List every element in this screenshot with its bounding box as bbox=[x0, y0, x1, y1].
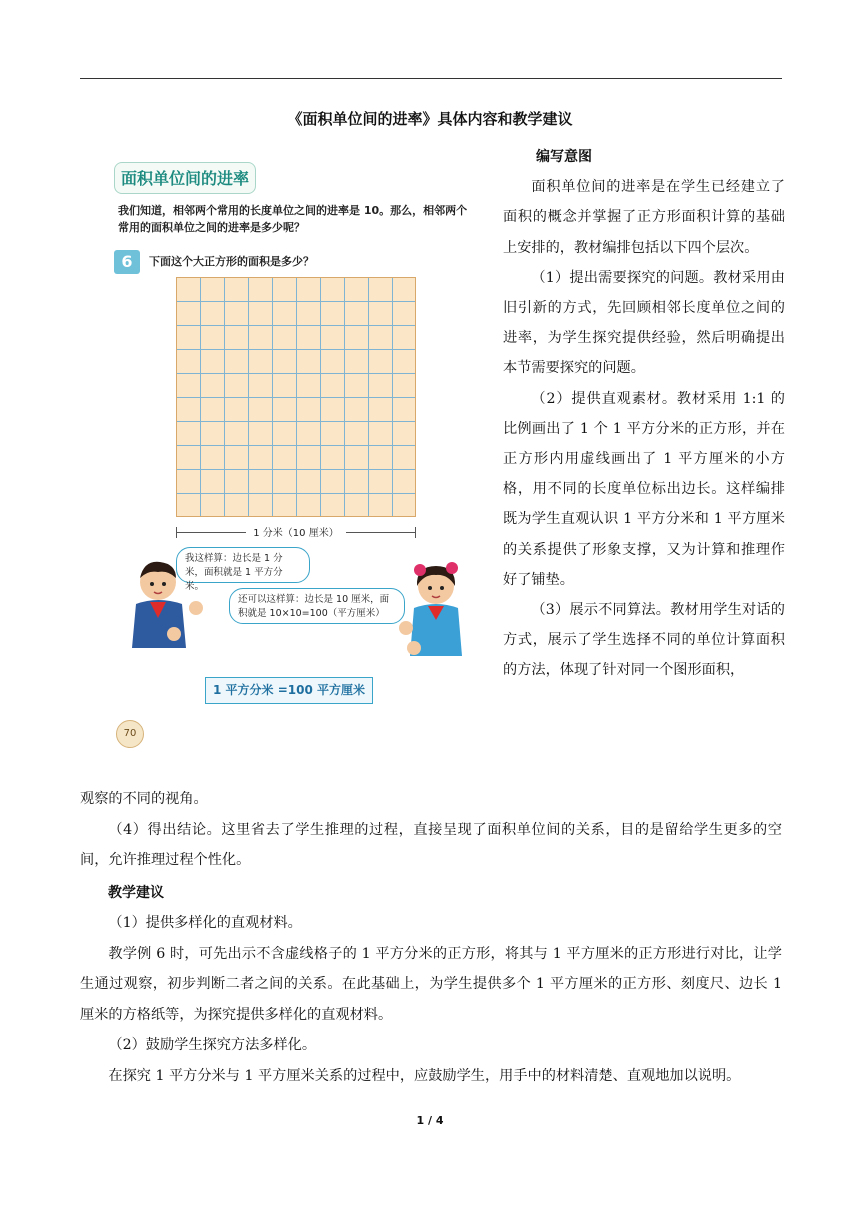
intent-section bbox=[503, 142, 785, 686]
page-number: 1 / 4 bbox=[416, 1114, 444, 1127]
boy-speech-bubble: 我这样算：边长是 1 分米，面积就是 1 平方分米。 bbox=[176, 547, 310, 583]
intent-paragraph-5: （4）得出结论。这里省去了学生推理的过程，直接呈现了面积单位间的关系，目的是留给学生更多的空间，允许推理过程个性化。 bbox=[80, 821, 782, 868]
intent-paragraph-3: （2）提供直观素材。教材采用 1:1 的比例画出了 1 个 1 平方分米的正方形，并在正方形内用虚线画出了 1 平方厘米的小方格，用不同的长度单位标出边长。这样编排既为学生直观认识 1 平方分米和 1 平方厘米的关系提供了形象支撑，又为计算和推理作好了铺垫。 bbox=[503, 390, 785, 588]
suggestions-heading: 教学建议 bbox=[108, 884, 164, 901]
intent-paragraph-2: （1）提出需要探究的问题。教材采用由旧引新的方式，先回顾相邻长度单位之间的进率，为学生探究提供经验，然后明确提出本节需要探究的问题。 bbox=[503, 269, 785, 377]
dimension-tick-left bbox=[176, 527, 177, 538]
example-number-badge: 6 bbox=[114, 250, 140, 274]
suggestion-1-body: 教学例 6 时，可先出示不含虚线格子的 1 平方分米的正方形，将其与 1 平方厘米的正方形进行对比，让学生通过观察，初步判断二者之间的关系。在此基础上，为学生提供多个 1 平方厘米的正方形、刻度尺、边长 1 厘米的方格纸等，为探究提供多样化的直观材料。 bbox=[80, 945, 782, 1023]
suggestion-1-title: （1）提供多样化的直观材料。 bbox=[108, 915, 302, 931]
girl-speech-bubble: 还可以这样算：边长是 10 厘米，面积就是 10×10=100（平方厘米） bbox=[229, 588, 405, 624]
dimension-tick-right bbox=[415, 527, 416, 538]
suggestion-2-title: （2）鼓励学生探究方法多样化。 bbox=[108, 1037, 317, 1053]
dimension-label: 1 分米（10 厘米） bbox=[246, 524, 346, 539]
suggestion-2-body: 在探究 1 平方分米与 1 平方厘米关系的过程中，应鼓励学生，用手中的材料清楚、直观地加以说明。 bbox=[108, 1067, 741, 1084]
document-title: 《面积单位间的进率》具体内容和教学建议 bbox=[287, 110, 573, 128]
full-width-text bbox=[80, 784, 782, 1091]
conclusion-box: 1 平方分米 =100 平方厘米 bbox=[205, 677, 373, 704]
intent-paragraph-4: （3）展示不同算法。教材用学生对话的方式，展示了学生选择不同的单位计算面积的方法，体现了针对同一个图形面积， bbox=[503, 602, 785, 679]
example-question: 下面这个大正方形的面积是多少？ bbox=[149, 255, 314, 268]
lesson-intro: 我们知道，相邻两个常用的长度单位之间的进率是 10。那么，相邻两个常用的面积单位之间的进率是多少呢？ bbox=[118, 204, 468, 234]
header-rule bbox=[80, 78, 782, 79]
textbook-page-badge: 70 bbox=[116, 720, 144, 748]
lesson-title: 面积单位间的进率 bbox=[114, 162, 256, 194]
intent-heading: 编写意图 bbox=[536, 149, 592, 165]
intent-paragraph-4-continued: 观察的不同的视角。 bbox=[80, 791, 208, 807]
intent-paragraph-1: 面积单位间的进率是在学生已经建立了面积的概念并掌握了正方形面积计算的基础上安排的，教材编排包括以下四个层次。 bbox=[503, 179, 785, 256]
square-grid-image bbox=[176, 277, 416, 517]
